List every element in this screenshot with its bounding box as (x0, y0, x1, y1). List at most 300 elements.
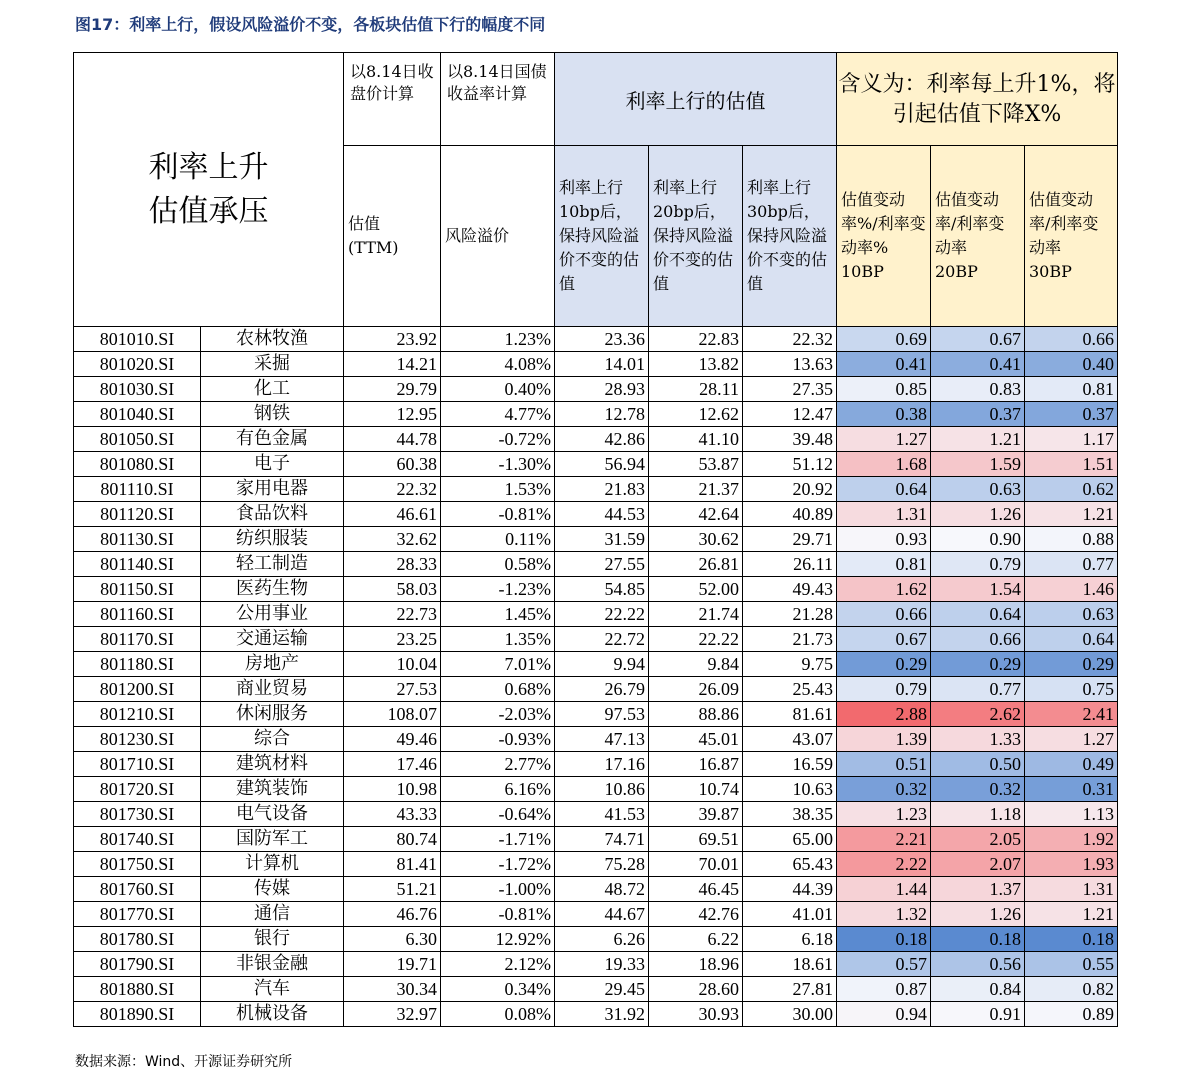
row-v10: 42.86 (555, 427, 649, 452)
row-v10: 23.36 (555, 327, 649, 352)
row-r20: 1.54 (931, 577, 1025, 602)
row-v10: 74.71 (555, 827, 649, 852)
row-code: 801790.SI (74, 952, 201, 977)
row-r30: 0.89 (1025, 1002, 1118, 1027)
row-v20: 13.82 (649, 352, 743, 377)
row-name: 房地产 (201, 652, 344, 677)
row-v10: 22.22 (555, 602, 649, 627)
row-v10: 54.85 (555, 577, 649, 602)
risk-premium-header: 风险溢价 (441, 146, 555, 327)
row-r10: 1.32 (837, 902, 931, 927)
row-r20: 2.07 (931, 852, 1025, 877)
row-r30: 0.88 (1025, 527, 1118, 552)
row-r30: 0.55 (1025, 952, 1118, 977)
row-code: 801120.SI (74, 502, 201, 527)
row-risk-premium: -2.03% (441, 702, 555, 727)
row-v10: 44.67 (555, 902, 649, 927)
row-pe: 81.41 (344, 852, 441, 877)
row-r20: 0.77 (931, 677, 1025, 702)
row-r20: 1.18 (931, 802, 1025, 827)
row-pe: 19.71 (344, 952, 441, 977)
row-v30: 30.00 (743, 1002, 837, 1027)
table-row (74, 402, 1118, 427)
row-v20: 22.83 (649, 327, 743, 352)
row-r30: 1.92 (1025, 827, 1118, 852)
table-row (74, 527, 1118, 552)
row-v20: 70.01 (649, 852, 743, 877)
row-v20: 26.81 (649, 552, 743, 577)
row-r10: 0.94 (837, 1002, 931, 1027)
row-code: 801740.SI (74, 827, 201, 852)
row-name: 机械设备 (201, 1002, 344, 1027)
row-v30: 12.47 (743, 402, 837, 427)
row-risk-premium: -1.30% (441, 452, 555, 477)
row-pe: 51.21 (344, 877, 441, 902)
row-r30: 0.62 (1025, 477, 1118, 502)
row-risk-premium: -1.23% (441, 577, 555, 602)
row-r20: 0.90 (931, 527, 1025, 552)
row-r10: 0.18 (837, 927, 931, 952)
row-v30: 21.28 (743, 602, 837, 627)
row-name: 电气设备 (201, 802, 344, 827)
row-v10: 56.94 (555, 452, 649, 477)
row-r20: 2.05 (931, 827, 1025, 852)
row-r30: 1.51 (1025, 452, 1118, 477)
row-pe: 12.95 (344, 402, 441, 427)
row-risk-premium: 1.45% (441, 602, 555, 627)
row-r20: 1.59 (931, 452, 1025, 477)
row-risk-premium: 7.01% (441, 652, 555, 677)
table-row (74, 702, 1118, 727)
row-name: 家用电器 (201, 477, 344, 502)
row-name: 公用事业 (201, 602, 344, 627)
row-pe: 23.25 (344, 627, 441, 652)
row-code: 801020.SI (74, 352, 201, 377)
row-r30: 1.13 (1025, 802, 1118, 827)
table-row (74, 677, 1118, 702)
row-pe: 6.30 (344, 927, 441, 952)
row-v20: 88.86 (649, 702, 743, 727)
row-v30: 9.75 (743, 652, 837, 677)
row-code: 801210.SI (74, 702, 201, 727)
row-name: 通信 (201, 902, 344, 927)
row-v10: 41.53 (555, 802, 649, 827)
row-code: 801890.SI (74, 1002, 201, 1027)
table-row (74, 377, 1118, 402)
row-r30: 0.77 (1025, 552, 1118, 577)
v20-header: 利率上行20bp后，保持风险溢价不变的估值 (649, 146, 743, 327)
row-v30: 22.32 (743, 327, 837, 352)
row-v20: 21.37 (649, 477, 743, 502)
row-pe: 60.38 (344, 452, 441, 477)
row-name: 建筑材料 (201, 752, 344, 777)
row-name: 计算机 (201, 852, 344, 877)
row-v10: 10.86 (555, 777, 649, 802)
row-name: 商业贸易 (201, 677, 344, 702)
row-r10: 1.44 (837, 877, 931, 902)
row-v20: 26.09 (649, 677, 743, 702)
row-v20: 46.45 (649, 877, 743, 902)
row-pe: 49.46 (344, 727, 441, 752)
row-r30: 0.66 (1025, 327, 1118, 352)
table-row (74, 852, 1118, 877)
row-v30: 49.43 (743, 577, 837, 602)
row-risk-premium: 4.77% (441, 402, 555, 427)
row-v20: 45.01 (649, 727, 743, 752)
table-row (74, 452, 1118, 477)
row-r30: 1.21 (1025, 502, 1118, 527)
row-v20: 21.74 (649, 602, 743, 627)
row-pe: 58.03 (344, 577, 441, 602)
row-v30: 81.61 (743, 702, 837, 727)
row-v30: 20.92 (743, 477, 837, 502)
row-r30: 0.63 (1025, 602, 1118, 627)
row-r10: 0.69 (837, 327, 931, 352)
row-risk-premium: 0.68% (441, 677, 555, 702)
row-risk-premium: 0.08% (441, 1002, 555, 1027)
row-v20: 16.87 (649, 752, 743, 777)
row-r10: 0.85 (837, 377, 931, 402)
row-r30: 0.64 (1025, 627, 1118, 652)
row-v20: 12.62 (649, 402, 743, 427)
table-row (74, 552, 1118, 577)
row-risk-premium: -0.81% (441, 902, 555, 927)
row-r20: 0.66 (931, 627, 1025, 652)
row-v10: 22.72 (555, 627, 649, 652)
valuation-section-header: 利率上行的估值 (555, 53, 837, 146)
row-risk-premium: 1.35% (441, 627, 555, 652)
row-r10: 1.68 (837, 452, 931, 477)
row-code: 801710.SI (74, 752, 201, 777)
row-risk-premium: 1.53% (441, 477, 555, 502)
row-r10: 2.22 (837, 852, 931, 877)
row-r20: 2.62 (931, 702, 1025, 727)
row-r20: 0.79 (931, 552, 1025, 577)
row-name: 电子 (201, 452, 344, 477)
row-code: 801040.SI (74, 402, 201, 427)
row-pe: 46.76 (344, 902, 441, 927)
row-v30: 13.63 (743, 352, 837, 377)
row-v30: 6.18 (743, 927, 837, 952)
source-note: 数据来源：Wind、开源证券研究所 (75, 1054, 293, 1070)
row-r20: 0.56 (931, 952, 1025, 977)
table-row (74, 477, 1118, 502)
row-name: 国防军工 (201, 827, 344, 852)
row-r20: 1.26 (931, 502, 1025, 527)
row-v10: 48.72 (555, 877, 649, 902)
row-v10: 47.13 (555, 727, 649, 752)
row-r20: 0.64 (931, 602, 1025, 627)
row-risk-premium: 0.40% (441, 377, 555, 402)
row-r10: 0.41 (837, 352, 931, 377)
row-code: 801730.SI (74, 802, 201, 827)
row-r10: 0.79 (837, 677, 931, 702)
table-row (74, 427, 1118, 452)
row-r20: 0.83 (931, 377, 1025, 402)
row-pe: 28.33 (344, 552, 441, 577)
row-name: 传媒 (201, 877, 344, 902)
row-r30: 1.93 (1025, 852, 1118, 877)
row-r10: 1.27 (837, 427, 931, 452)
row-r30: 0.49 (1025, 752, 1118, 777)
row-r30: 1.31 (1025, 877, 1118, 902)
row-v20: 52.00 (649, 577, 743, 602)
row-name: 汽车 (201, 977, 344, 1002)
row-v30: 26.11 (743, 552, 837, 577)
row-r10: 0.87 (837, 977, 931, 1002)
table-row (74, 927, 1118, 952)
row-name: 食品饮料 (201, 502, 344, 527)
row-v30: 10.63 (743, 777, 837, 802)
row-name: 纺织服装 (201, 527, 344, 552)
row-v30: 40.89 (743, 502, 837, 527)
row-code: 801230.SI (74, 727, 201, 752)
row-risk-premium: 6.16% (441, 777, 555, 802)
row-pe: 22.32 (344, 477, 441, 502)
row-r20: 0.50 (931, 752, 1025, 777)
table-row (74, 502, 1118, 527)
row-v10: 75.28 (555, 852, 649, 877)
row-r30: 1.27 (1025, 727, 1118, 752)
row-name: 有色金属 (201, 427, 344, 452)
row-v20: 6.22 (649, 927, 743, 952)
row-v10: 19.33 (555, 952, 649, 977)
table-row (74, 802, 1118, 827)
row-v30: 65.00 (743, 827, 837, 852)
row-r20: 0.29 (931, 652, 1025, 677)
row-risk-premium: -0.64% (441, 802, 555, 827)
row-code: 801110.SI (74, 477, 201, 502)
row-r30: 1.21 (1025, 902, 1118, 927)
row-v20: 42.76 (649, 902, 743, 927)
row-pe: 46.61 (344, 502, 441, 527)
table-row (74, 827, 1118, 852)
row-pe: 29.79 (344, 377, 441, 402)
close-price-note: 以8.14日收盘价计算 (344, 53, 441, 146)
row-v10: 31.92 (555, 1002, 649, 1027)
table-row (74, 352, 1118, 377)
row-name: 钢铁 (201, 402, 344, 427)
row-code: 801150.SI (74, 577, 201, 602)
row-v20: 53.87 (649, 452, 743, 477)
table-row (74, 752, 1118, 777)
row-pe: 43.33 (344, 802, 441, 827)
row-v10: 14.01 (555, 352, 649, 377)
row-r30: 0.75 (1025, 677, 1118, 702)
row-r30: 0.82 (1025, 977, 1118, 1002)
row-v30: 29.71 (743, 527, 837, 552)
row-pe: 22.73 (344, 602, 441, 627)
row-risk-premium: 0.34% (441, 977, 555, 1002)
row-name: 休闲服务 (201, 702, 344, 727)
row-v30: 65.43 (743, 852, 837, 877)
row-r30: 1.46 (1025, 577, 1118, 602)
row-r30: 0.18 (1025, 927, 1118, 952)
figure-title: 图17：利率上行，假设风险溢价不变，各板块估值下行的幅度不同 (75, 15, 546, 34)
row-code: 801050.SI (74, 427, 201, 452)
row-v20: 69.51 (649, 827, 743, 852)
table-row (74, 652, 1118, 677)
row-pe: 32.62 (344, 527, 441, 552)
row-v30: 44.39 (743, 877, 837, 902)
row-v20: 42.64 (649, 502, 743, 527)
row-code: 801720.SI (74, 777, 201, 802)
row-v30: 27.81 (743, 977, 837, 1002)
table-row (74, 777, 1118, 802)
row-risk-premium: -0.72% (441, 427, 555, 452)
row-r30: 0.31 (1025, 777, 1118, 802)
table-row (74, 727, 1118, 752)
row-v20: 18.96 (649, 952, 743, 977)
row-v10: 6.26 (555, 927, 649, 952)
row-code: 801760.SI (74, 877, 201, 902)
row-code: 801080.SI (74, 452, 201, 477)
row-r20: 0.67 (931, 327, 1025, 352)
row-v30: 27.35 (743, 377, 837, 402)
row-v10: 17.16 (555, 752, 649, 777)
row-r10: 0.29 (837, 652, 931, 677)
row-pe: 108.07 (344, 702, 441, 727)
row-v30: 21.73 (743, 627, 837, 652)
row-v10: 44.53 (555, 502, 649, 527)
row-pe: 30.34 (344, 977, 441, 1002)
row-v10: 21.83 (555, 477, 649, 502)
row-r20: 1.21 (931, 427, 1025, 452)
table-row (74, 952, 1118, 977)
row-v10: 26.79 (555, 677, 649, 702)
row-v10: 27.55 (555, 552, 649, 577)
row-risk-premium: -1.72% (441, 852, 555, 877)
row-v20: 30.62 (649, 527, 743, 552)
row-r20: 0.41 (931, 352, 1025, 377)
row-v10: 31.59 (555, 527, 649, 552)
row-v30: 41.01 (743, 902, 837, 927)
row-risk-premium: 12.92% (441, 927, 555, 952)
row-v20: 28.60 (649, 977, 743, 1002)
row-v20: 10.74 (649, 777, 743, 802)
row-v30: 38.35 (743, 802, 837, 827)
row-pe: 44.78 (344, 427, 441, 452)
row-r10: 1.31 (837, 502, 931, 527)
row-risk-premium: 2.77% (441, 752, 555, 777)
row-r10: 0.66 (837, 602, 931, 627)
row-risk-premium: 0.58% (441, 552, 555, 577)
row-code: 801160.SI (74, 602, 201, 627)
row-v20: 22.22 (649, 627, 743, 652)
row-v30: 25.43 (743, 677, 837, 702)
row-v30: 51.12 (743, 452, 837, 477)
row-name: 建筑装饰 (201, 777, 344, 802)
row-code: 801750.SI (74, 852, 201, 877)
row-pe: 14.21 (344, 352, 441, 377)
table-row (74, 327, 1118, 352)
row-code: 801770.SI (74, 902, 201, 927)
valuation-table (73, 52, 1118, 1027)
row-r10: 0.81 (837, 552, 931, 577)
row-r20: 1.37 (931, 877, 1025, 902)
corner-header: 利率上升 估值承压 (74, 53, 344, 327)
row-r10: 0.57 (837, 952, 931, 977)
row-r20: 0.18 (931, 927, 1025, 952)
table-row (74, 902, 1118, 927)
row-code: 801780.SI (74, 927, 201, 952)
row-pe: 80.74 (344, 827, 441, 852)
row-risk-premium: 2.12% (441, 952, 555, 977)
row-v30: 18.61 (743, 952, 837, 977)
row-r10: 1.23 (837, 802, 931, 827)
row-risk-premium: 1.23% (441, 327, 555, 352)
row-v10: 29.45 (555, 977, 649, 1002)
row-risk-premium: -1.00% (441, 877, 555, 902)
row-r30: 0.37 (1025, 402, 1118, 427)
row-r10: 2.21 (837, 827, 931, 852)
table-row (74, 1002, 1118, 1027)
row-r30: 0.29 (1025, 652, 1118, 677)
row-name: 银行 (201, 927, 344, 952)
row-code: 801140.SI (74, 552, 201, 577)
table-row (74, 877, 1118, 902)
row-r10: 0.51 (837, 752, 931, 777)
row-pe: 17.46 (344, 752, 441, 777)
row-pe: 10.04 (344, 652, 441, 677)
row-v20: 30.93 (649, 1002, 743, 1027)
row-name: 交通运输 (201, 627, 344, 652)
row-code: 801010.SI (74, 327, 201, 352)
v30-header: 利率上行30bp后，保持风险溢价不变的估值 (743, 146, 837, 327)
row-r20: 0.84 (931, 977, 1025, 1002)
row-v20: 28.11 (649, 377, 743, 402)
row-risk-premium: 4.08% (441, 352, 555, 377)
row-r30: 2.41 (1025, 702, 1118, 727)
row-pe: 23.92 (344, 327, 441, 352)
r30-header: 估值变动率/利率变动率 30BP (1025, 146, 1118, 327)
table-row (74, 627, 1118, 652)
row-r10: 0.64 (837, 477, 931, 502)
row-name: 化工 (201, 377, 344, 402)
row-code: 801880.SI (74, 977, 201, 1002)
row-v10: 9.94 (555, 652, 649, 677)
row-v20: 39.87 (649, 802, 743, 827)
row-r10: 1.62 (837, 577, 931, 602)
table-row (74, 577, 1118, 602)
row-r20: 0.37 (931, 402, 1025, 427)
row-code: 801030.SI (74, 377, 201, 402)
row-r10: 0.38 (837, 402, 931, 427)
row-v30: 43.07 (743, 727, 837, 752)
row-v20: 41.10 (649, 427, 743, 452)
row-r10: 1.39 (837, 727, 931, 752)
row-r30: 0.81 (1025, 377, 1118, 402)
row-pe: 32.97 (344, 1002, 441, 1027)
table-row (74, 602, 1118, 627)
row-r10: 0.67 (837, 627, 931, 652)
bond-yield-note: 以8.14日国债收益率计算 (441, 53, 555, 146)
row-v10: 97.53 (555, 702, 649, 727)
r10-header: 估值变动率%/利率变动率% 10BP (837, 146, 931, 327)
row-pe: 27.53 (344, 677, 441, 702)
row-r20: 0.32 (931, 777, 1025, 802)
row-code: 801170.SI (74, 627, 201, 652)
row-r20: 0.63 (931, 477, 1025, 502)
row-name: 农林牧渔 (201, 327, 344, 352)
row-v10: 12.78 (555, 402, 649, 427)
row-name: 医药生物 (201, 577, 344, 602)
row-name: 综合 (201, 727, 344, 752)
row-r10: 0.32 (837, 777, 931, 802)
row-r10: 0.93 (837, 527, 931, 552)
row-name: 轻工制造 (201, 552, 344, 577)
row-risk-premium: -1.71% (441, 827, 555, 852)
